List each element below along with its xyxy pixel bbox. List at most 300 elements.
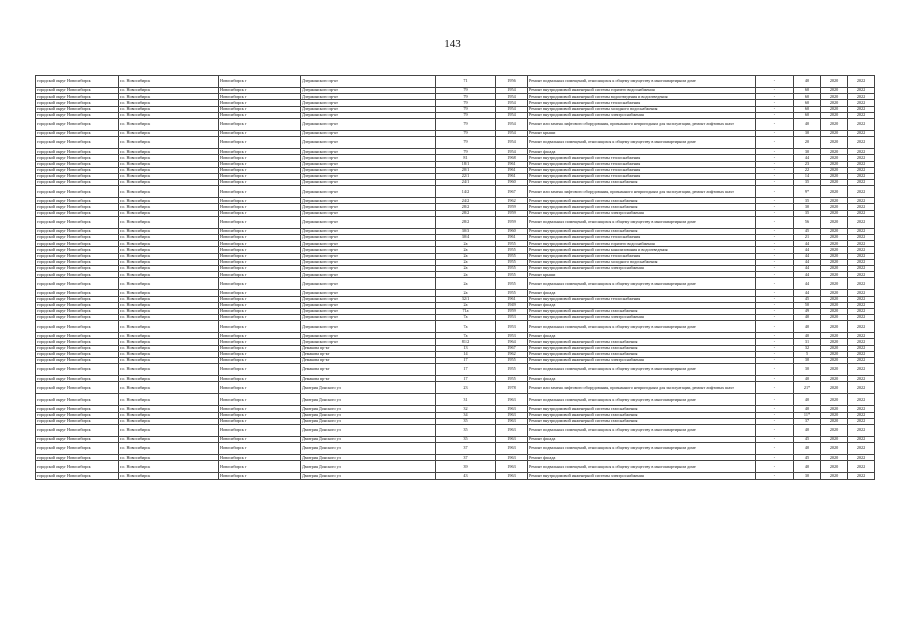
end-year-cell: 2022: [848, 235, 875, 241]
table-row: [36, 461, 875, 473]
locality-cell: Новосибирск г: [219, 155, 301, 161]
settlement-cell: г.о. Новосибирск: [119, 180, 219, 186]
district-cell: городской округ Новосибирск: [36, 302, 119, 308]
work-type-cell: Ремонт внутридомовой инженерной системы теплоснабжения: [528, 100, 756, 106]
flag-cell: -: [756, 94, 794, 100]
flag-cell: -: [756, 406, 794, 412]
start-year-cell: 2020: [821, 302, 848, 308]
end-year-cell: 2022: [848, 88, 875, 94]
end-year-cell: 2022: [848, 137, 875, 149]
district-cell: городской округ Новосибирск: [36, 106, 119, 112]
flag-cell: -: [756, 302, 794, 308]
locality-cell: Новосибирск г: [219, 443, 301, 455]
work-type-cell: Ремонт внутридомовой инженерной системы горячего водоснабжения: [528, 241, 756, 247]
cost-cell: 40: [794, 461, 821, 473]
locality-cell: Новосибирск г: [219, 180, 301, 186]
build-year-cell: 1954: [496, 112, 528, 118]
house-number-cell: 17: [436, 358, 496, 364]
start-year-cell: 2020: [821, 235, 848, 241]
work-type-cell: Ремонт подвальных помещений, относящихся к общему имуществу в многоквартирном доме: [528, 424, 756, 436]
flag-cell: -: [756, 315, 794, 321]
end-year-cell: 2022: [848, 302, 875, 308]
house-number-cell: 81: [436, 155, 496, 161]
street-cell: Дзержинского пр-кт: [301, 216, 436, 228]
cost-cell: 40: [794, 406, 821, 412]
settlement-cell: г.о. Новосибирск: [119, 302, 219, 308]
work-type-cell: Ремонт внутридомовой инженерной системы канализования и водоотведения: [528, 247, 756, 253]
cost-cell: 45: [794, 296, 821, 302]
work-type-cell: Ремонт внутридомовой инженерной системы газоснабжения: [528, 345, 756, 351]
start-year-cell: 2020: [821, 473, 848, 479]
build-year-cell: 1963: [496, 424, 528, 436]
cost-cell: 5: [794, 351, 821, 357]
locality-cell: Новосибирск г: [219, 76, 301, 88]
house-number-cell: 7а: [436, 333, 496, 339]
settlement-cell: г.о. Новосибирск: [119, 290, 219, 296]
flag-cell: -: [756, 345, 794, 351]
build-year-cell: 1954: [496, 100, 528, 106]
settlement-cell: г.о. Новосибирск: [119, 265, 219, 271]
locality-cell: Новосибирск г: [219, 167, 301, 173]
end-year-cell: 2022: [848, 149, 875, 155]
work-type-cell: Ремонт внутридомовой инженерной системы теплоснабжения: [528, 161, 756, 167]
house-number-cell: 30/3: [436, 228, 496, 234]
locality-cell: Новосибирск г: [219, 308, 301, 314]
work-type-cell: Ремонт внутридомовой инженерной системы газоснабжения: [528, 198, 756, 204]
flag-cell: -: [756, 149, 794, 155]
locality-cell: Новосибирск г: [219, 204, 301, 210]
cost-cell: 60: [794, 88, 821, 94]
work-type-cell: Ремонт подвальных помещений, относящихся к общему имуществу в многоквартирном доме: [528, 364, 756, 376]
work-type-cell: Ремонт внутридомовой инженерной системы газоснабжения: [528, 339, 756, 345]
start-year-cell: 2020: [821, 130, 848, 136]
settlement-cell: г.о. Новосибирск: [119, 161, 219, 167]
work-type-cell: Ремонт внутридомовой инженерной системы электроснабжения: [528, 112, 756, 118]
flag-cell: -: [756, 443, 794, 455]
cost-cell: 32: [794, 345, 821, 351]
start-year-cell: 2020: [821, 461, 848, 473]
work-type-cell: Ремонт внутридомовой инженерной системы теплоснабжения: [528, 155, 756, 161]
flag-cell: -: [756, 137, 794, 149]
locality-cell: Новосибирск г: [219, 241, 301, 247]
build-year-cell: 1962: [496, 351, 528, 357]
locality-cell: Новосибирск г: [219, 235, 301, 241]
settlement-cell: г.о. Новосибирск: [119, 394, 219, 406]
build-year-cell: 1959: [496, 216, 528, 228]
build-year-cell: 1963: [496, 418, 528, 424]
build-year-cell: 1955: [496, 278, 528, 290]
work-type-cell: Ремонт фасада: [528, 302, 756, 308]
flag-cell: -: [756, 394, 794, 406]
district-cell: городской округ Новосибирск: [36, 278, 119, 290]
street-cell: Дзержинского пр-кт: [301, 272, 436, 278]
flag-cell: -: [756, 296, 794, 302]
table-row: [36, 394, 875, 406]
build-year-cell: 1954: [496, 94, 528, 100]
flag-cell: -: [756, 241, 794, 247]
build-year-cell: 1963: [496, 461, 528, 473]
house-number-cell: 71а: [436, 308, 496, 314]
work-type-cell: Ремонт внутридомовой инженерной системы газоснабжения: [528, 180, 756, 186]
cost-cell: 40: [794, 376, 821, 382]
end-year-cell: 2022: [848, 253, 875, 259]
house-number-cell: 2а: [436, 259, 496, 265]
flag-cell: -: [756, 265, 794, 271]
settlement-cell: г.о. Новосибирск: [119, 228, 219, 234]
district-cell: городской округ Новосибирск: [36, 186, 119, 198]
street-cell: Дзержинского пр-кт: [301, 278, 436, 290]
settlement-cell: г.о. Новосибирск: [119, 112, 219, 118]
work-type-cell: Ремонт подвальных помещений, относящихся к общему имуществу в многоквартирном доме: [528, 137, 756, 149]
locality-cell: Новосибирск г: [219, 106, 301, 112]
district-cell: городской округ Новосибирск: [36, 406, 119, 412]
district-cell: городской округ Новосибирск: [36, 473, 119, 479]
house-number-cell: 32: [436, 406, 496, 412]
build-year-cell: 1956: [496, 76, 528, 88]
settlement-cell: г.о. Новосибирск: [119, 118, 219, 130]
work-type-cell: Ремонт внутридомовой инженерной системы газоснабжения: [528, 406, 756, 412]
end-year-cell: 2022: [848, 455, 875, 461]
build-year-cell: 1954: [496, 149, 528, 155]
end-year-cell: 2022: [848, 228, 875, 234]
settlement-cell: г.о. Новосибирск: [119, 235, 219, 241]
build-year-cell: 1960: [496, 180, 528, 186]
cost-cell: 40: [794, 118, 821, 130]
end-year-cell: 2022: [848, 247, 875, 253]
flag-cell: -: [756, 461, 794, 473]
flag-cell: -: [756, 455, 794, 461]
flag-cell: -: [756, 180, 794, 186]
build-year-cell: 1955: [496, 265, 528, 271]
start-year-cell: 2020: [821, 412, 848, 418]
start-year-cell: 2020: [821, 161, 848, 167]
cost-cell: 30: [794, 149, 821, 155]
street-cell: Дмитрия Донского ул: [301, 436, 436, 442]
end-year-cell: 2022: [848, 345, 875, 351]
table-row: [36, 186, 875, 198]
street-cell: Дзержинского пр-кт: [301, 112, 436, 118]
district-cell: городской округ Новосибирск: [36, 173, 119, 179]
cost-cell: 40: [794, 443, 821, 455]
flag-cell: -: [756, 173, 794, 179]
district-cell: городской округ Новосибирск: [36, 155, 119, 161]
locality-cell: Новосибирск г: [219, 278, 301, 290]
end-year-cell: 2022: [848, 112, 875, 118]
start-year-cell: 2020: [821, 394, 848, 406]
work-type-cell: Ремонт подвальных помещений, относящихся к общему имуществу в многоквартирном доме: [528, 443, 756, 455]
district-cell: городской округ Новосибирск: [36, 308, 119, 314]
end-year-cell: 2022: [848, 161, 875, 167]
settlement-cell: г.о. Новосибирск: [119, 198, 219, 204]
table-row: [36, 364, 875, 376]
district-cell: городской округ Новосибирск: [36, 333, 119, 339]
district-cell: городской округ Новосибирск: [36, 364, 119, 376]
locality-cell: Новосибирск г: [219, 418, 301, 424]
house-number-cell: 31: [436, 394, 496, 406]
house-number-cell: 35: [436, 424, 496, 436]
end-year-cell: 2022: [848, 358, 875, 364]
flag-cell: -: [756, 382, 794, 394]
build-year-cell: 1963: [496, 394, 528, 406]
work-type-cell: Ремонт фасада: [528, 149, 756, 155]
work-type-cell: Ремонт или замена лифтового оборудования, признанного непригодным для эксплуатации, ремонт лифтовых шахт: [528, 186, 756, 198]
district-cell: городской округ Новосибирск: [36, 216, 119, 228]
cost-cell: 35: [794, 180, 821, 186]
street-cell: Дзержинского пр-кт: [301, 198, 436, 204]
work-type-cell: Ремонт внутридомовой инженерной системы газоснабжения: [528, 351, 756, 357]
work-type-cell: Ремонт подвальных помещений, относящихся к общему имуществу в многоквартирном доме: [528, 216, 756, 228]
district-cell: городской округ Новосибирск: [36, 265, 119, 271]
house-number-cell: 39: [436, 461, 496, 473]
page-number: 143: [444, 38, 461, 50]
district-cell: городской округ Новосибирск: [36, 412, 119, 418]
build-year-cell: 1963: [496, 436, 528, 442]
street-cell: Дмитрия Донского ул: [301, 443, 436, 455]
street-cell: Дзержинского пр-кт: [301, 100, 436, 106]
house-number-cell: 7а: [436, 321, 496, 333]
cost-cell: 44: [794, 155, 821, 161]
table-row: [36, 76, 875, 88]
build-year-cell: 1978: [496, 382, 528, 394]
cost-cell: 56: [794, 216, 821, 228]
cost-cell: 44: [794, 241, 821, 247]
district-cell: городской округ Новосибирск: [36, 228, 119, 234]
flag-cell: -: [756, 412, 794, 418]
street-cell: Демакова пр-кт: [301, 376, 436, 382]
locality-cell: Новосибирск г: [219, 376, 301, 382]
build-year-cell: 1949: [496, 302, 528, 308]
end-year-cell: 2022: [848, 259, 875, 265]
build-year-cell: 1954: [496, 106, 528, 112]
flag-cell: -: [756, 333, 794, 339]
house-number-cell: 2а: [436, 253, 496, 259]
end-year-cell: 2022: [848, 443, 875, 455]
cost-cell: 40: [794, 315, 821, 321]
house-number-cell: 79: [436, 112, 496, 118]
settlement-cell: г.о. Новосибирск: [119, 241, 219, 247]
house-number-cell: 23: [436, 382, 496, 394]
build-year-cell: 1963: [496, 412, 528, 418]
work-type-cell: Ремонт внутридомовой инженерной системы газоснабжения: [528, 418, 756, 424]
house-number-cell: 32/1: [436, 296, 496, 302]
cost-cell: 44: [794, 265, 821, 271]
work-type-cell: Ремонт внутридомовой инженерной системы электроснабжения: [528, 315, 756, 321]
cost-cell: 60: [794, 112, 821, 118]
street-cell: Дзержинского пр-кт: [301, 315, 436, 321]
start-year-cell: 2020: [821, 315, 848, 321]
street-cell: Дзержинского пр-кт: [301, 161, 436, 167]
house-number-cell: 14/2: [436, 186, 496, 198]
settlement-cell: г.о. Новосибирск: [119, 351, 219, 357]
end-year-cell: 2022: [848, 406, 875, 412]
street-cell: Дзержинского пр-кт: [301, 137, 436, 149]
cost-cell: 30: [794, 473, 821, 479]
table-row: [36, 118, 875, 130]
build-year-cell: 1955: [496, 358, 528, 364]
settlement-cell: г.о. Новосибирск: [119, 333, 219, 339]
district-cell: городской округ Новосибирск: [36, 436, 119, 442]
district-cell: городской округ Новосибирск: [36, 137, 119, 149]
street-cell: Дзержинского пр-кт: [301, 106, 436, 112]
settlement-cell: г.о. Новосибирск: [119, 461, 219, 473]
start-year-cell: 2020: [821, 241, 848, 247]
street-cell: Демакова пр-кт: [301, 351, 436, 357]
table-body: [36, 76, 875, 480]
street-cell: Демакова пр-кт: [301, 364, 436, 376]
flag-cell: -: [756, 418, 794, 424]
start-year-cell: 2020: [821, 265, 848, 271]
start-year-cell: 2020: [821, 247, 848, 253]
district-cell: городской округ Новосибирск: [36, 321, 119, 333]
cost-cell: 14: [794, 173, 821, 179]
district-cell: городской округ Новосибирск: [36, 424, 119, 436]
settlement-cell: г.о. Новосибирск: [119, 315, 219, 321]
locality-cell: Новосибирск г: [219, 296, 301, 302]
street-cell: Дзержинского пр-кт: [301, 155, 436, 161]
settlement-cell: г.о. Новосибирск: [119, 253, 219, 259]
flag-cell: -: [756, 436, 794, 442]
end-year-cell: 2022: [848, 376, 875, 382]
house-number-cell: 2а: [436, 272, 496, 278]
locality-cell: Новосибирск г: [219, 461, 301, 473]
locality-cell: Новосибирск г: [219, 382, 301, 394]
locality-cell: Новосибирск г: [219, 112, 301, 118]
district-cell: городской округ Новосибирск: [36, 394, 119, 406]
flag-cell: -: [756, 106, 794, 112]
settlement-cell: г.о. Новосибирск: [119, 186, 219, 198]
street-cell: Дзержинского пр-кт: [301, 88, 436, 94]
house-number-cell: 24/1: [436, 180, 496, 186]
cost-cell: 44: [794, 272, 821, 278]
district-cell: городской округ Новосибирск: [36, 180, 119, 186]
street-cell: Дмитрия Донского ул: [301, 418, 436, 424]
work-type-cell: Ремонт внутридомовой инженерной системы газоснабжения: [528, 204, 756, 210]
cost-cell: 9*: [794, 186, 821, 198]
end-year-cell: 2022: [848, 76, 875, 88]
end-year-cell: 2022: [848, 382, 875, 394]
cost-cell: 30: [794, 364, 821, 376]
end-year-cell: 2022: [848, 364, 875, 376]
locality-cell: Новосибирск г: [219, 88, 301, 94]
street-cell: Дзержинского пр-кт: [301, 241, 436, 247]
street-cell: Демакова пр-кт: [301, 358, 436, 364]
start-year-cell: 2020: [821, 204, 848, 210]
settlement-cell: г.о. Новосибирск: [119, 204, 219, 210]
locality-cell: Новосибирск г: [219, 394, 301, 406]
district-cell: городской округ Новосибирск: [36, 76, 119, 88]
street-cell: Дзержинского пр-кт: [301, 302, 436, 308]
flag-cell: -: [756, 130, 794, 136]
cost-cell: 35: [794, 198, 821, 204]
district-cell: городской округ Новосибирск: [36, 455, 119, 461]
end-year-cell: 2022: [848, 290, 875, 296]
start-year-cell: 2020: [821, 358, 848, 364]
cost-cell: 30: [794, 130, 821, 136]
street-cell: Дзержинского пр-кт: [301, 94, 436, 100]
house-number-cell: 28/2: [436, 210, 496, 216]
locality-cell: Новосибирск г: [219, 253, 301, 259]
district-cell: городской округ Новосибирск: [36, 351, 119, 357]
locality-cell: Новосибирск г: [219, 364, 301, 376]
house-number-cell: 37: [436, 443, 496, 455]
work-type-cell: Ремонт внутридомовой инженерной системы теплоснабжения: [528, 253, 756, 259]
district-cell: городской округ Новосибирск: [36, 345, 119, 351]
end-year-cell: 2022: [848, 186, 875, 198]
locality-cell: Новосибирск г: [219, 130, 301, 136]
work-type-cell: Ремонт фасада: [528, 455, 756, 461]
end-year-cell: 2022: [848, 216, 875, 228]
start-year-cell: 2020: [821, 443, 848, 455]
work-type-cell: Ремонт внутридомовой инженерной системы газоснабжения: [528, 228, 756, 234]
start-year-cell: 2020: [821, 155, 848, 161]
settlement-cell: г.о. Новосибирск: [119, 412, 219, 418]
work-type-cell: Ремонт внутридомовой инженерной системы холодного водоснабжения: [528, 259, 756, 265]
end-year-cell: 2022: [848, 339, 875, 345]
flag-cell: -: [756, 235, 794, 241]
start-year-cell: 2020: [821, 321, 848, 333]
start-year-cell: 2020: [821, 76, 848, 88]
flag-cell: -: [756, 259, 794, 265]
house-number-cell: 20/1: [436, 167, 496, 173]
house-number-cell: 18/1: [436, 161, 496, 167]
build-year-cell: 1955: [496, 290, 528, 296]
house-number-cell: 79: [436, 88, 496, 94]
start-year-cell: 2020: [821, 180, 848, 186]
locality-cell: Новосибирск г: [219, 473, 301, 479]
work-type-cell: Ремонт крыши: [528, 272, 756, 278]
build-year-cell: 1955: [496, 259, 528, 265]
district-cell: городской округ Новосибирск: [36, 382, 119, 394]
house-number-cell: 37: [436, 455, 496, 461]
start-year-cell: 2020: [821, 88, 848, 94]
cost-cell: 44: [794, 253, 821, 259]
cost-cell: 11*: [794, 412, 821, 418]
street-cell: Дзержинского пр-кт: [301, 149, 436, 155]
house-number-cell: 22/1: [436, 173, 496, 179]
cost-cell: 40: [794, 424, 821, 436]
settlement-cell: г.о. Новосибирск: [119, 321, 219, 333]
start-year-cell: 2020: [821, 216, 848, 228]
build-year-cell: 1961: [496, 173, 528, 179]
table-row: [36, 443, 875, 455]
start-year-cell: 2020: [821, 278, 848, 290]
work-type-cell: Ремонт подвальных помещений, относящихся к общему имуществу в многоквартирном доме: [528, 321, 756, 333]
build-year-cell: 1954: [496, 137, 528, 149]
cost-cell: 49: [794, 308, 821, 314]
start-year-cell: 2020: [821, 376, 848, 382]
house-number-cell: 79: [436, 137, 496, 149]
build-year-cell: 1961: [496, 161, 528, 167]
cost-cell: 20: [794, 137, 821, 149]
street-cell: Дзержинского пр-кт: [301, 180, 436, 186]
build-year-cell: 1954: [496, 130, 528, 136]
flag-cell: -: [756, 290, 794, 296]
end-year-cell: 2022: [848, 315, 875, 321]
street-cell: Дзержинского пр-кт: [301, 265, 436, 271]
end-year-cell: 2022: [848, 167, 875, 173]
street-cell: Дзержинского пр-кт: [301, 130, 436, 136]
build-year-cell: 1955: [496, 253, 528, 259]
start-year-cell: 2020: [821, 436, 848, 442]
settlement-cell: г.о. Новосибирск: [119, 130, 219, 136]
build-year-cell: 1955: [496, 364, 528, 376]
locality-cell: Новосибирск г: [219, 100, 301, 106]
start-year-cell: 2020: [821, 382, 848, 394]
work-type-cell: Ремонт крыши: [528, 130, 756, 136]
house-number-cell: 2а: [436, 302, 496, 308]
district-cell: городской округ Новосибирск: [36, 418, 119, 424]
flag-cell: -: [756, 228, 794, 234]
